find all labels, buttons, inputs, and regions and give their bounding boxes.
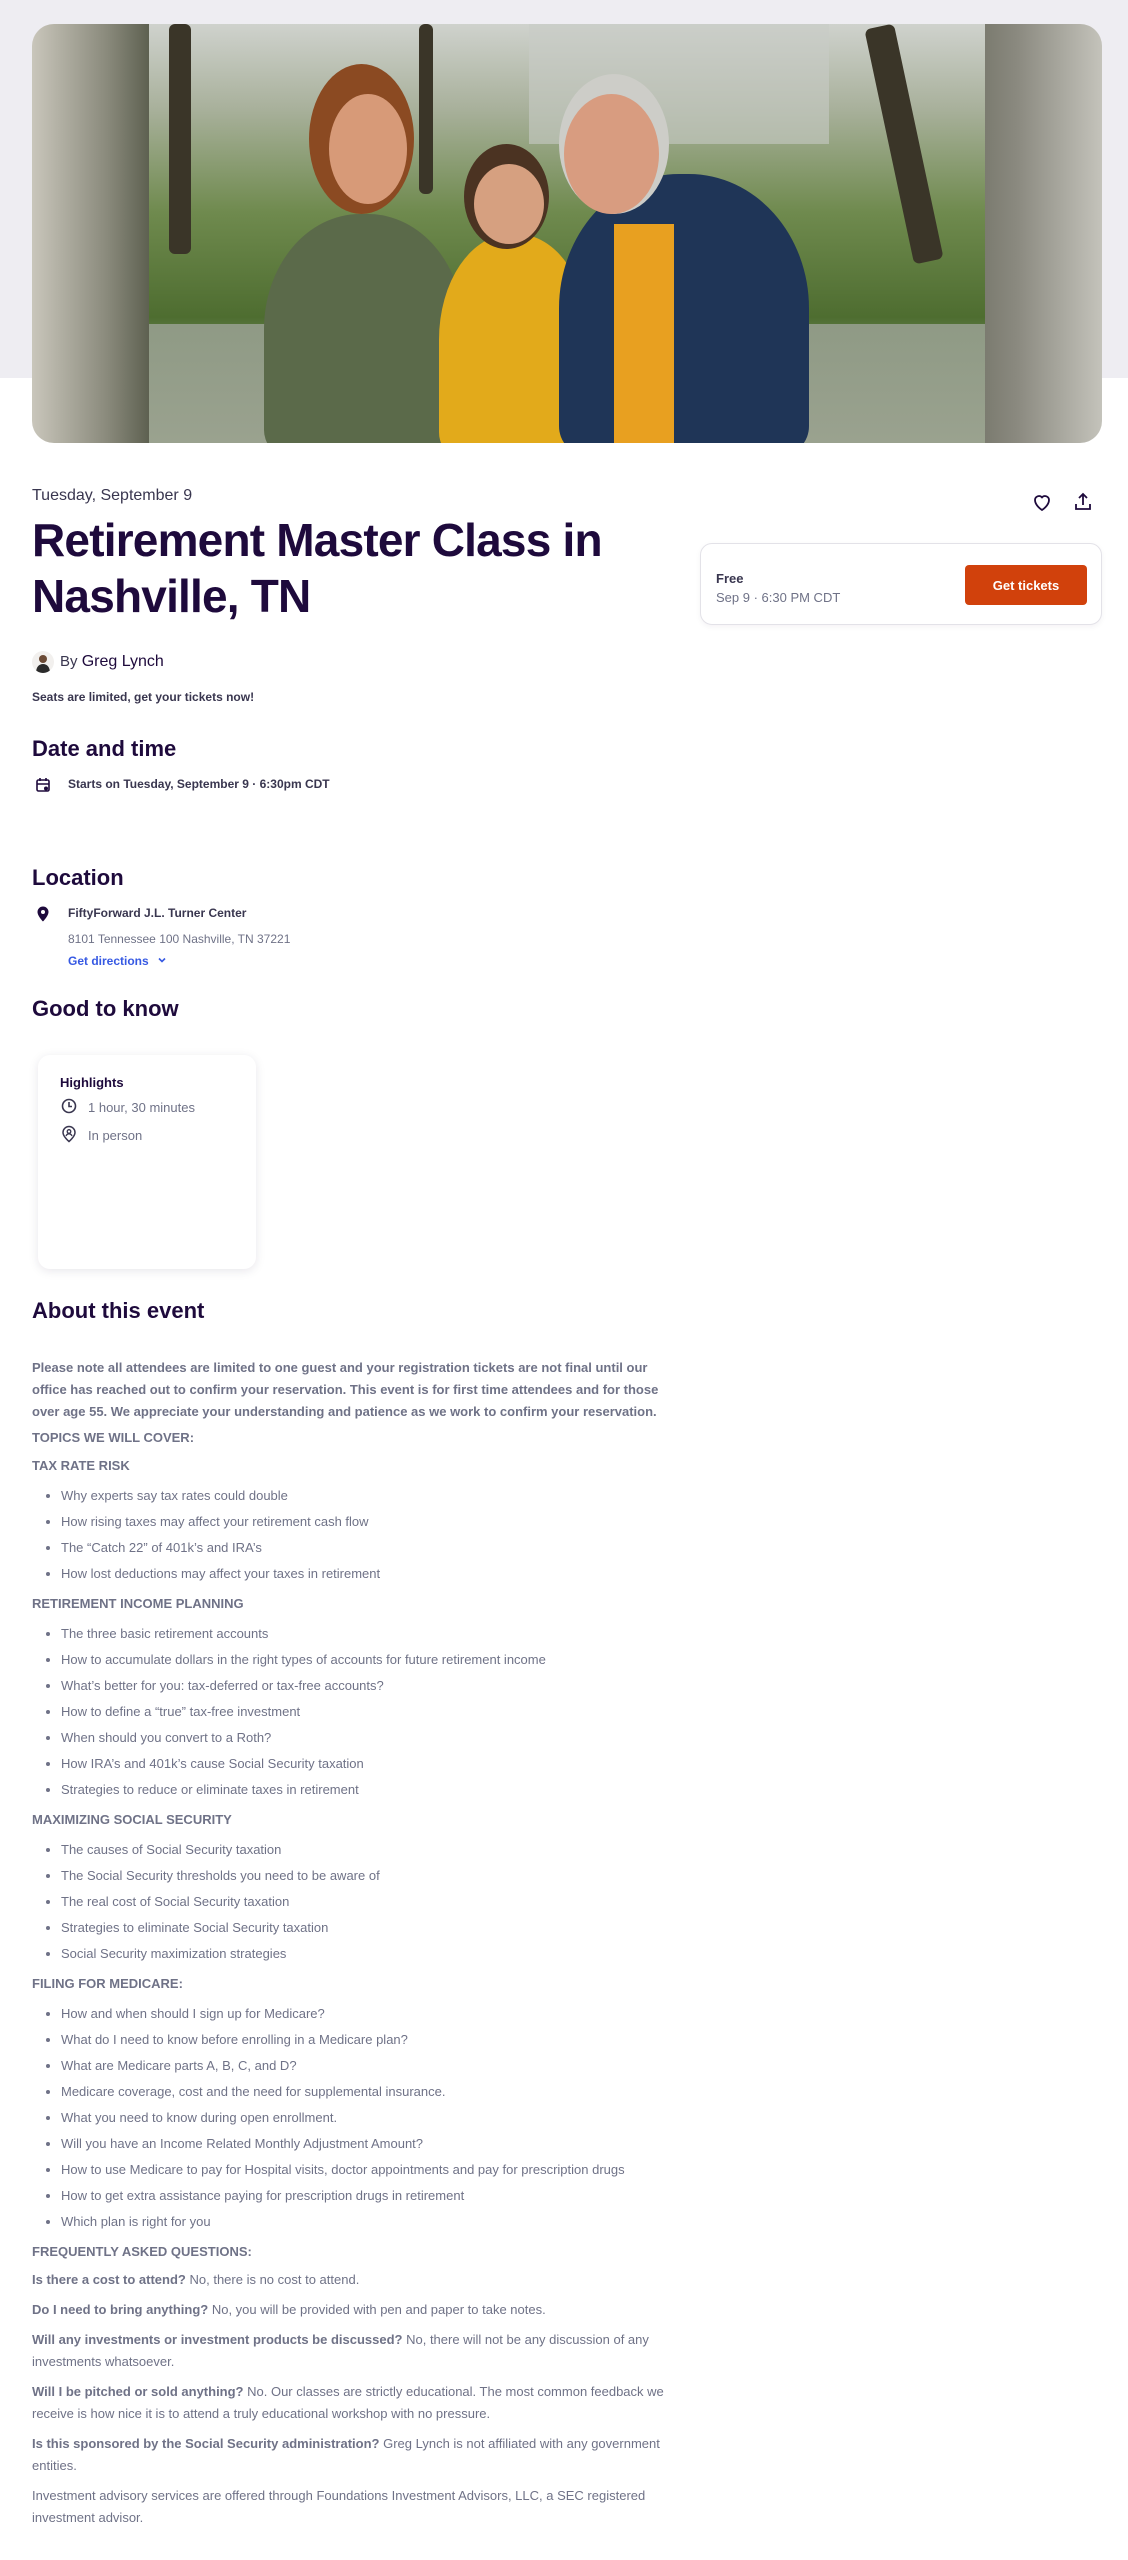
list-item: • The three basic retirement accounts [61, 1621, 682, 1647]
about-content [32, 1357, 682, 2537]
list-item: • The causes of Social Security taxation [61, 1837, 682, 1863]
faq-answer: No, there is no cost to attend. [185, 2272, 360, 2287]
get-directions-link[interactable] [68, 954, 168, 969]
faq-item [32, 2381, 682, 2425]
list-item: • Strategies to eliminate Social Security taxation [61, 1915, 682, 1941]
faq-question: Do I need to bring anything? [32, 2302, 209, 2317]
like-heart-icon[interactable] [1030, 490, 1054, 514]
good-to-know-heading: Good to know [32, 996, 179, 1021]
faq-list [32, 2269, 682, 2477]
faq-answer: No. Our classes are strictly educational. The most common feedback we receive is how nice it is to attend a truly educational workshop with no pressure. [32, 2384, 664, 2421]
list-item: • How rising taxes may affect your retirement cash flow [61, 1509, 682, 1535]
organizer-avatar[interactable] [32, 651, 54, 673]
highlight-duration-text: 1 hour, 30 minutes [88, 1100, 195, 1115]
calendar-icon [34, 776, 52, 794]
chevron-down-icon [156, 954, 168, 969]
highlights-card [38, 1055, 256, 1269]
location-pin-icon [34, 905, 52, 923]
event-title: Retirement Master Class in Nashville, TN [32, 514, 602, 622]
venue-name: FiftyForward J.L. Turner Center [68, 906, 247, 920]
list-item: • Strategies to reduce or eliminate taxes in retirement [61, 1777, 682, 1803]
list-item: • What you need to know during open enrollment. [61, 2105, 682, 2131]
venue-address: 8101 Tennessee 100 Nashville, TN 37221 [68, 932, 291, 946]
list-item: • How to get extra assistance paying for prescription drugs in retirement [61, 2183, 682, 2209]
list-item: • Medicare coverage, cost and the need for supplemental insurance. [61, 2079, 682, 2105]
list-item: • Will you have an Income Related Monthly Adjustment Amount? [61, 2131, 682, 2157]
list-item: • Which plan is right for you [61, 2209, 682, 2235]
list-item: • The “Catch 22” of 401k’s and IRA’s [61, 1535, 682, 1561]
list-item: • How to accumulate dollars in the right types of accounts for future retirement income [61, 1647, 682, 1673]
list-item: • The Social Security thresholds you need to be aware of [61, 1863, 682, 1889]
ticket-card [700, 543, 1102, 625]
list-item: • How to define a “true” tax-free investment [61, 1699, 682, 1725]
highlight-mode-text: In person [88, 1128, 143, 1143]
faq-question: Will any investments or investment products be discussed? [32, 2332, 403, 2347]
highlights-title: Highlights [60, 1075, 124, 1090]
organizer-prefix: By [60, 653, 78, 670]
clock-icon [60, 1097, 78, 1118]
faq-answer: No, there will not be any discussion of any investments whatsoever. [32, 2332, 649, 2369]
faq-item [32, 2299, 682, 2321]
ticket-date: Sep 9 · 6:30 PM CDT [716, 590, 841, 605]
faq-question: Is this sponsored by the Social Security administration? [32, 2436, 380, 2451]
list-item: • What do I need to know before enrolling in a Medicare plan? [61, 2027, 682, 2053]
topic-list [32, 1483, 682, 1587]
faq-question: Will I be pitched or sold anything? [32, 2384, 244, 2399]
disclaimer: Investment advisory services are offered through Foundations Investment Advisors, LLC, a SEC registered investment advisor. [32, 2488, 646, 2525]
topic-section-heading: TAX RATE RISK [32, 1458, 130, 1473]
faq-answer: No, you will be provided with pen and paper to take notes. [208, 2302, 546, 2317]
date-time-heading: Date and time [32, 736, 177, 761]
list-item: • How IRA’s and 401k’s cause Social Security taxation [61, 1751, 682, 1777]
topic-section-heading: FILING FOR MEDICARE: [32, 1976, 183, 1991]
get-directions-label: Get directions [68, 954, 149, 968]
seats-note: Seats are limited, get your tickets now! [32, 690, 255, 704]
list-item: • What’s better for you: tax-deferred or tax-free accounts? [61, 1673, 682, 1699]
list-item: • What are Medicare parts A, B, C, and D? [61, 2053, 682, 2079]
date-time-text: Starts on Tuesday, September 9 · 6:30pm CDT [68, 777, 330, 791]
organizer-line [60, 653, 164, 671]
topic-sections [32, 1455, 682, 2235]
hero-image [32, 24, 1102, 443]
list-item: • How to use Medicare to pay for Hospital visits, doctor appointments and pay for prescription drugs [61, 2157, 682, 2183]
faq-question: Is there a cost to attend? [32, 2272, 186, 2287]
faq-item [32, 2433, 682, 2477]
ticket-price: Free [716, 571, 744, 586]
topic-section-heading: MAXIMIZING SOCIAL SECURITY [32, 1812, 232, 1827]
faq-item [32, 2269, 682, 2291]
share-icon[interactable] [1071, 490, 1095, 514]
person-pin-icon [60, 1125, 78, 1146]
list-item: • When should you convert to a Roth? [61, 1725, 682, 1751]
location-heading: Location [32, 865, 124, 890]
faq-heading: FREQUENTLY ASKED QUESTIONS: [32, 2244, 252, 2259]
faq-answer: Greg Lynch is not affiliated with any government entities. [32, 2436, 660, 2473]
topics-heading: TOPICS WE WILL COVER: [32, 1430, 195, 1445]
list-item: • Why experts say tax rates could double [61, 1483, 682, 1509]
event-date-label: Tuesday, September 9 [32, 487, 193, 504]
list-item: • The real cost of Social Security taxation [61, 1889, 682, 1915]
list-item: • How lost deductions may affect your taxes in retirement [61, 1561, 682, 1587]
organizer-name[interactable]: Greg Lynch [81, 653, 164, 670]
topic-list [32, 2001, 682, 2235]
about-intro: Please note all attendees are limited to one guest and your registration tickets are not final until our office has reached out to confirm your reservation. This event is for first time attendees and for those over age 55. We appreciate your understanding and patience as we work to confirm your reservation. [32, 1360, 659, 1419]
topic-list [32, 1837, 682, 1967]
list-item: • Social Security maximization strategies [61, 1941, 682, 1967]
event-photo [149, 24, 985, 443]
highlight-mode [60, 1125, 142, 1146]
list-item: • How and when should I sign up for Medicare? [61, 2001, 682, 2027]
faq-item [32, 2329, 682, 2373]
topic-section-heading: RETIREMENT INCOME PLANNING [32, 1596, 244, 1611]
get-tickets-button[interactable]: Get tickets [965, 565, 1087, 605]
about-heading: About this event [32, 1298, 205, 1323]
highlight-duration [60, 1097, 195, 1118]
topic-list [32, 1621, 682, 1803]
